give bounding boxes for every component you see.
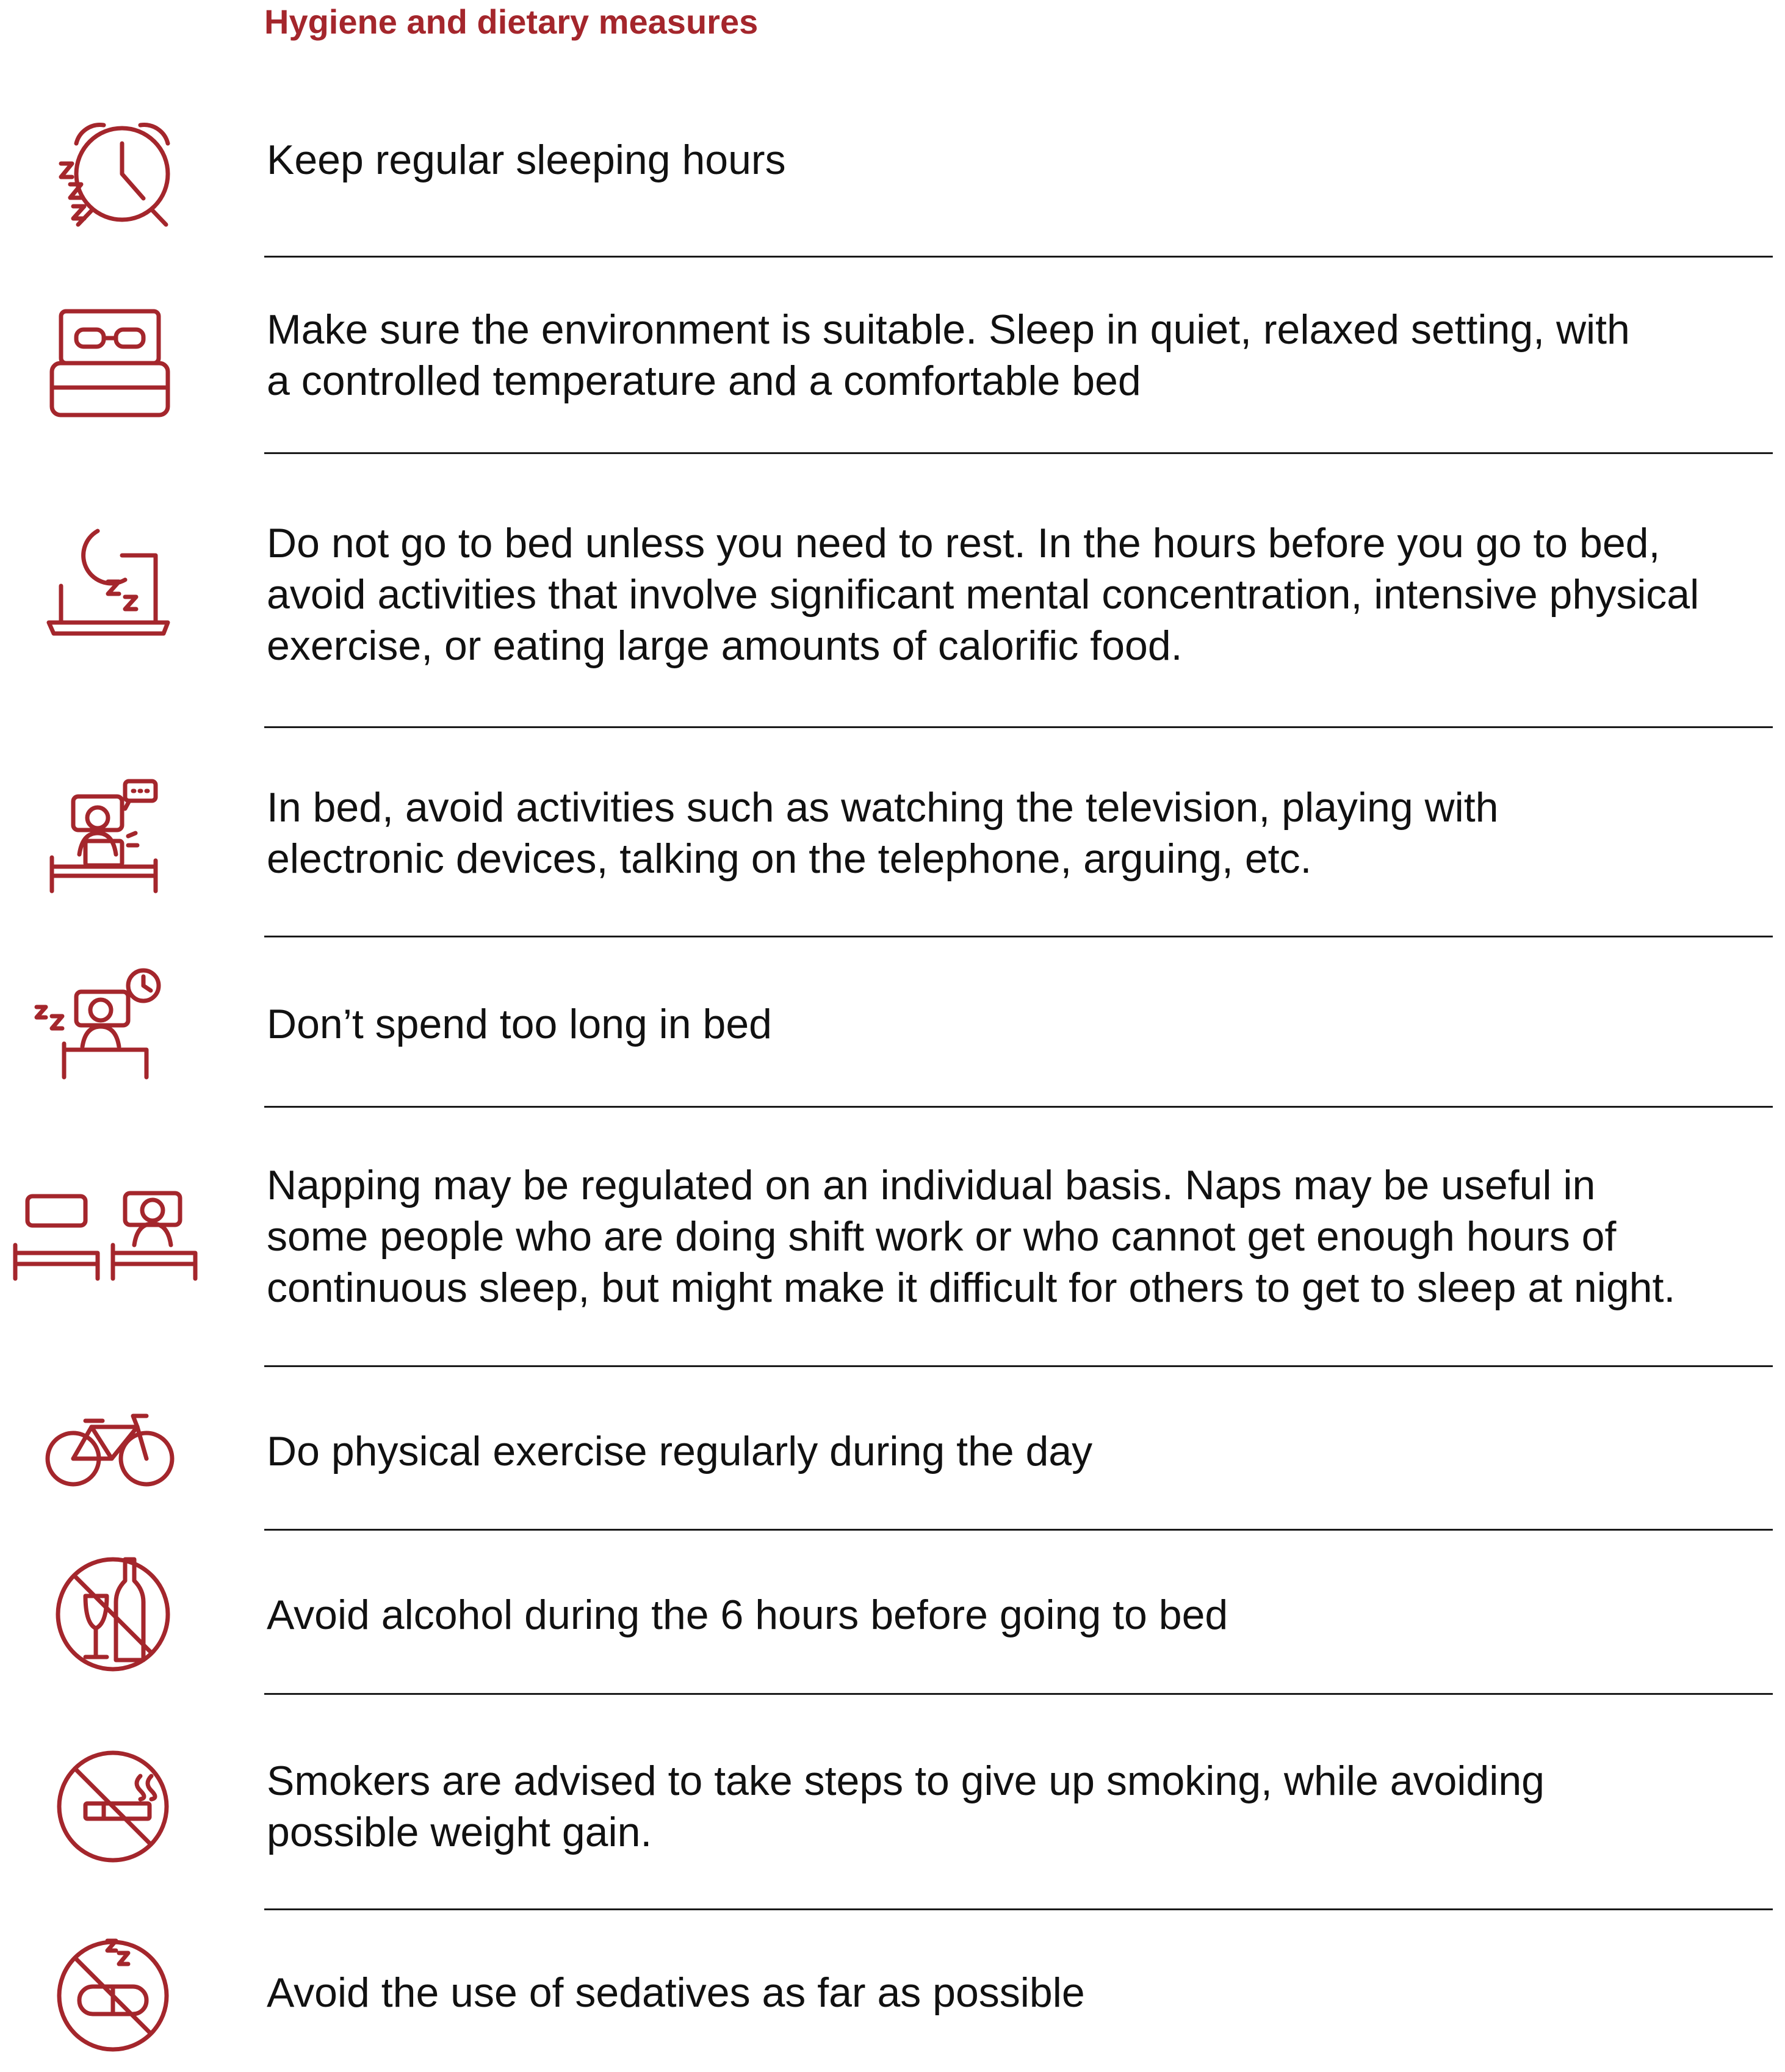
person-bed-clock-icon (0, 958, 220, 1117)
item-text: Make sure the environment is suitable. Sleep in quiet, relaxed setting, with a controlled temperature and a comfortable bed (267, 306, 1630, 404)
item-text: Do not go to bed unless you need to rest. In the hours before you go to bed, avoid activities that involve significant mental concentration, intensive physical exercise, or eating large amounts of calorific food. (267, 520, 1700, 669)
item-text: Keep regular sleeping hours (267, 137, 786, 183)
item-text: Avoid the use of sedatives as far as possible (267, 1969, 1085, 2016)
moon-laptop-sleep-icon (0, 510, 220, 668)
divider (264, 1908, 1773, 1910)
person-bed-device-icon (0, 769, 220, 928)
double-bed-icon (0, 284, 220, 442)
item-text: Smokers are advised to take steps to give up smoking, while avoiding possible weight gain. (267, 1758, 1545, 1855)
no-smoking-icon (0, 1727, 220, 1886)
divider (264, 1365, 1773, 1367)
item-text: Avoid alcohol during the 6 hours before going to bed (267, 1592, 1228, 1638)
page-title: Hygiene and dietary measures (264, 2, 759, 41)
item-text: In bed, avoid activities such as watching the television, playing with electronic devices, talking on the telephone, arguing, etc. (267, 784, 1499, 882)
divider (264, 452, 1773, 454)
divider (264, 726, 1773, 728)
divider (264, 1529, 1773, 1531)
divider (264, 1106, 1773, 1108)
item-text: Don’t spend too long in bed (267, 1001, 772, 1047)
divider (264, 1693, 1773, 1695)
divider (264, 936, 1773, 937)
item-text: Napping may be regulated on an individual basis. Naps may be useful in some people who are doing shift work or who cannot get enough hours of continuous sleep, but might make it difficult for others to get to sleep at night. (267, 1162, 1676, 1311)
no-alcohol-icon (0, 1538, 220, 1697)
no-sedatives-icon (0, 1910, 220, 2069)
bicycle-icon (0, 1373, 220, 1532)
divider (264, 256, 1773, 258)
item-text: Do physical exercise regularly during the day (267, 1428, 1093, 1475)
alarm-clock-sleep-icon (0, 92, 220, 250)
two-beds-nap-icon (0, 1157, 220, 1315)
